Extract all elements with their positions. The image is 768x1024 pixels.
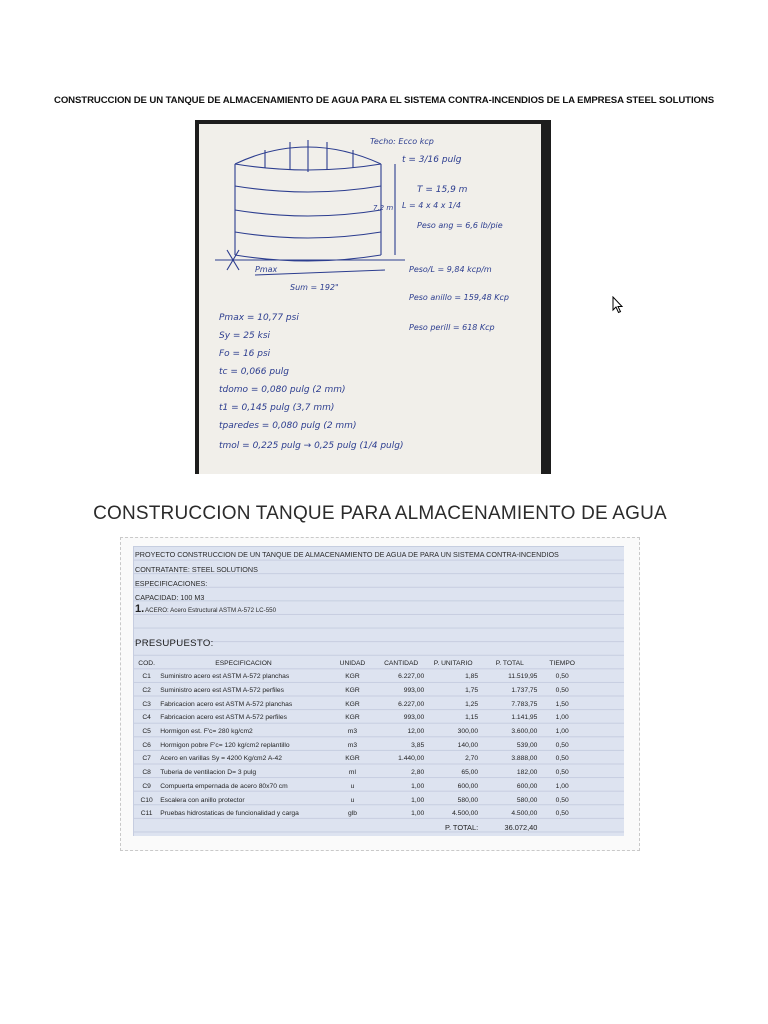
cell-p-total: 7.783,75 (511, 700, 538, 708)
cell-p-unitario: 2,70 (465, 755, 479, 763)
note-tmol: tmol = 0,225 pulg → 0,25 pulg (1/4 pulg) (219, 441, 404, 451)
cell-p-total: 1.737,75 (511, 687, 538, 695)
note-peso-perill: Peso perill = 618 Kcp (409, 323, 495, 332)
cell-tiempo: 1,50 (555, 700, 569, 708)
cell-p-unitario: 1,75 (465, 687, 479, 695)
col-header-cantidad: CANTIDAD (384, 659, 419, 667)
cell-cantidad: 1,00 (411, 782, 425, 790)
cell-cantidad: 1,00 (411, 810, 425, 818)
cell-especificacion: Pruebas hidrostaticas de funcionalidad y carga (160, 810, 299, 818)
cell-cod: C3 (142, 700, 151, 708)
cell-especificacion: Acero en varillas Sy = 4200 Kg/cm2 A-42 (160, 755, 282, 763)
table-row (135, 684, 585, 698)
presupuesto-heading: PRESUPUESTO: (135, 638, 214, 649)
note-peso-anillo: Peso anillo = 159,48 Kcp (409, 293, 509, 302)
capacidad-line: CAPACIDAD: 100 M3 (135, 593, 205, 602)
cell-cantidad: 993,00 (403, 714, 425, 722)
cell-cod: C6 (142, 741, 151, 749)
table-header-row (135, 656, 585, 670)
cell-cod: C7 (142, 755, 151, 763)
cell-p-unitario: 300,00 (457, 728, 479, 736)
page-title: CONSTRUCCION DE UN TANQUE DE ALMACENAMIENTO DE AGUA PARA EL SISTEMA CONTRA-INCENDIOS DE LA EMPRESA STEEL SOLUTIONS (53, 95, 714, 106)
cell-unidad: u (350, 782, 355, 790)
cell-p-total: 539,00 (516, 741, 538, 749)
cell-especificacion: Hormigon est. F'c= 280 kg/cm2 (160, 728, 253, 736)
cell-p-total: 580,00 (516, 796, 538, 804)
cell-unidad: KGR (345, 755, 360, 763)
cell-p-unitario: 65,00 (461, 769, 479, 777)
cell-unidad: m3 (347, 741, 358, 749)
cell-cantidad: 6.227,00 (398, 700, 425, 708)
note-tparedes: tparedes = 0,080 pulg (2 mm) (219, 421, 357, 431)
contratante-line: CONTRATANTE: STEEL SOLUTIONS (135, 565, 258, 574)
col-header-tiempo: TIEMPO (549, 659, 576, 667)
cell-unidad: glb (347, 810, 357, 818)
cell-p-unitario: 4.500,00 (452, 810, 479, 818)
cell-unidad: ml (348, 769, 356, 777)
note-height: 7,2 m (373, 204, 394, 212)
table-row (135, 738, 585, 752)
note-peso-ang: Peso ang = 6,6 lb/pie (417, 221, 503, 230)
sketch-drawing (195, 120, 551, 474)
cell-p-total: 3.888,00 (511, 755, 538, 763)
cell-especificacion: Tuberia de ventilacion D= 3 pulg (160, 769, 257, 777)
note-angle: L = 4 x 4 x 1/4 (402, 201, 461, 210)
cell-unidad: KGR (345, 687, 360, 695)
col-header-especificacion: ESPECIFICACION (215, 659, 272, 667)
acero-line: ACERO: Acero Estructural ASTM A-572 LC-550 (145, 607, 277, 614)
note-peso-l: Peso/L = 9,84 kcp/m (409, 265, 492, 274)
cell-p-unitario: 140,00 (457, 741, 479, 749)
table-row (135, 670, 585, 684)
cell-especificacion: Hormigon pobre F'c= 120 kg/cm2 replantillo (160, 741, 290, 749)
col-header-unidad: UNIDAD (339, 659, 366, 667)
table-row (135, 766, 585, 780)
cell-p-total: 4.500,00 (511, 810, 538, 818)
col-header-p-total: P. TOTAL (495, 659, 524, 667)
cell-p-total: 11.519,95 (508, 673, 538, 681)
cell-especificacion: Fabricacion acero est ASTM A-572 perfiles (160, 714, 287, 722)
cell-unidad: KGR (345, 714, 360, 722)
list-mark: 1. (135, 603, 145, 615)
cell-p-total: 600,00 (516, 782, 538, 790)
cell-cod: C11 (140, 810, 153, 818)
especificaciones-line: ESPECIFICACIONES: (135, 579, 208, 588)
budget-table-body (135, 670, 585, 821)
note-fo: Fo = 16 psi (219, 349, 271, 359)
spreadsheet-grid (133, 546, 624, 836)
col-header-p-unitario: P. UNITARIO (433, 659, 473, 667)
cell-cod: C10 (140, 796, 153, 804)
cell-p-unitario: 580,00 (457, 796, 479, 804)
cell-p-unitario: 1,85 (465, 673, 479, 681)
cell-cantidad: 6.227,00 (398, 673, 425, 681)
note-pmax-label: Pmax (255, 265, 278, 274)
note-T: T = 15,9 m (417, 185, 468, 195)
section-title: CONSTRUCCION TANQUE PARA ALMACENAMIENTO DE AGUA (93, 503, 667, 524)
table-row (135, 752, 585, 766)
cell-tiempo: 0,50 (555, 673, 569, 681)
budget-table (135, 656, 585, 834)
cell-p-total: 3.600,00 (511, 728, 538, 736)
cell-unidad: m3 (347, 728, 358, 736)
note-pmax: Pmax = 10,77 psi (219, 313, 299, 323)
cell-tiempo: 1,00 (555, 782, 569, 790)
table-row (135, 807, 585, 821)
handwritten-sketch-photo (195, 120, 551, 474)
cell-p-total: 182,00 (516, 769, 538, 777)
cell-cod: C4 (142, 714, 151, 722)
cell-cantidad: 1,00 (411, 796, 425, 804)
note-tdomo: tdomo = 0,080 pulg (2 mm) (219, 385, 346, 395)
cell-tiempo: 0,50 (555, 755, 569, 763)
note-techo: Techo: Ecco kcp (370, 137, 434, 146)
cell-especificacion: Suministro acero est ASTM A-572 planchas (160, 673, 290, 681)
cell-cantidad: 12,00 (407, 728, 425, 736)
note-tc: tc = 0,066 pulg (219, 367, 289, 377)
cell-tiempo: 0,50 (555, 741, 569, 749)
cell-especificacion: Compuerta empernada de acero 80x70 cm (160, 782, 288, 790)
cell-cantidad: 2,80 (411, 769, 425, 777)
cell-cantidad: 993,00 (403, 687, 425, 695)
note-sy: Sy = 25 ksi (219, 331, 271, 341)
cell-tiempo: 0,50 (555, 687, 569, 695)
cell-cantidad: 1.440,00 (398, 755, 425, 763)
cell-p-unitario: 1,25 (465, 700, 479, 708)
cell-tiempo: 0,50 (555, 810, 569, 818)
cell-tiempo: 1,00 (555, 714, 569, 722)
table-row (135, 697, 585, 711)
cell-cod: C5 (142, 728, 151, 736)
cell-p-unitario: 600,00 (457, 782, 479, 790)
table-row (135, 711, 585, 725)
note-sum: Sum = 192" (290, 283, 339, 292)
total-value: 36.072,40 (504, 822, 538, 832)
cell-tiempo: 1,00 (555, 728, 569, 736)
cell-p-unitario: 1,15 (465, 714, 479, 722)
cell-unidad: KGR (345, 700, 360, 708)
col-header-cod: COD. (138, 659, 155, 667)
table-row (135, 793, 585, 807)
mouse-pointer-icon (612, 296, 624, 319)
cell-especificacion: Suministro acero est ASTM A-572 perfiles (160, 687, 284, 695)
cell-tiempo: 0,50 (555, 769, 569, 777)
cell-especificacion: Escalera con anillo protector (160, 796, 245, 804)
cell-cod: C1 (142, 673, 151, 681)
note-t1: t1 = 0,145 pulg (3,7 mm) (219, 403, 335, 413)
cell-cod: C8 (142, 769, 151, 777)
cell-cantidad: 3,85 (411, 741, 425, 749)
cell-unidad: u (350, 796, 355, 804)
cell-especificacion: Fabricacion acero est ASTM A-572 planchas (160, 700, 293, 708)
budget-spreadsheet (120, 537, 640, 851)
cell-cod: C2 (142, 687, 151, 695)
cell-tiempo: 0,50 (555, 796, 569, 804)
table-row (135, 780, 585, 794)
table-row (135, 725, 585, 739)
total-row (135, 821, 585, 835)
total-label: P. TOTAL: (444, 822, 479, 832)
cell-p-total: 1.141,95 (511, 714, 538, 722)
project-line: PROYECTO CONSTRUCCION DE UN TANQUE DE ALMACENAMIENTO DE AGUA DE PARA UN SISTEMA CONTRA-INCENDIOS (135, 550, 559, 559)
note-thickness: t = 3/16 pulg (402, 155, 462, 165)
cell-cod: C9 (142, 782, 151, 790)
cell-unidad: KGR (345, 673, 360, 681)
